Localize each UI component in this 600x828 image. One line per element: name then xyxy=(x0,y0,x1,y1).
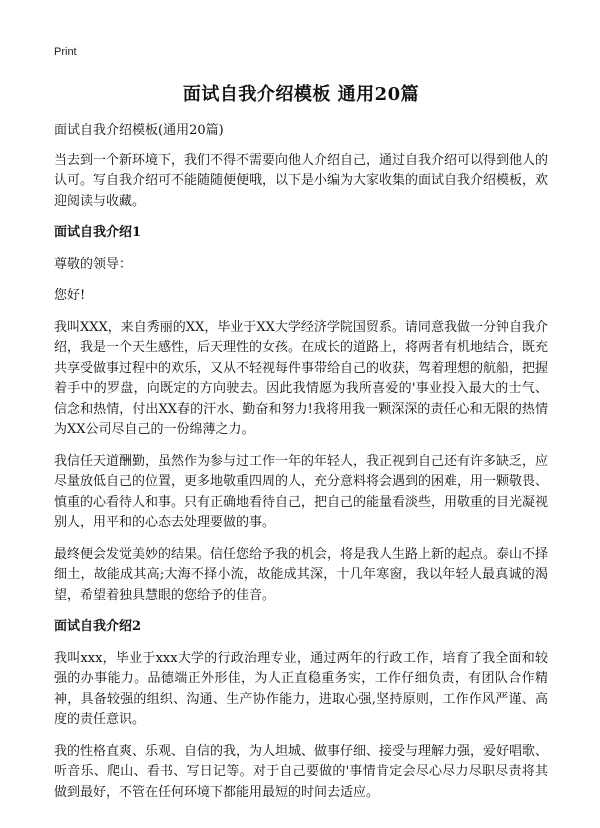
hello-line: 您好! xyxy=(54,288,86,303)
greeting-line: 尊敬的领导： xyxy=(54,256,133,272)
section1-paragraph-2: 我信任天道酬勤，虽然作为参与过工作一年的年轻人，我正视到自己还有许多缺乏，应尽量放低自己的位置，更多地敬重四周的人，充分意料将会遇到的困难，用一颗敬畏、慎重的心看待人和事。只有正确地看待自己，把自己的能量看淡些，用敬重的目光凝视别人，用平和的心态去处理要做的事。 xyxy=(54,453,549,530)
document-title: 面试自我介绍模板 通用20篇 xyxy=(182,84,420,105)
section-heading-2: 面试自我介绍2 xyxy=(54,619,142,634)
section2-paragraph-2: 我的性格直爽、乐观、自信的我，为人坦城、做事仔细、接受与理解力强，爱好唱歌、听音乐、爬山、看书、写日记等。对于自己要做的'事情肯定会尽心尽力尽职尽责将其做到最好，不管在任何环境下都能用最短的时间去适应。 xyxy=(54,743,549,800)
section-heading-1: 面试自我介绍1 xyxy=(54,225,142,240)
section1-paragraph-1: 我叫XXX，来自秀丽的XX，毕业于XX大学经济学院国贸系。请同意我做一分钟自我介绍，我是一个天生感性，后天理性的女孩。在成长的道路上，将两者有机地结合，既充共享受做事过程中的欢乐，又从不轻视每件事带给自己的收获，驾着理想的航船，把握着手中的罗盘，向既定的方向驶去。因此我情愿为我所喜爱的'事业投入最大的士气、信念和热情，付出XX春的汗水、勤奋和努力!我将用我一颗深深的责任心和无限的热情为XX公司尽自己的一份绵薄之力。 xyxy=(54,319,549,437)
document-subtitle: 面试自我介绍模板(通用20篇) xyxy=(54,123,224,138)
intro-paragraph: 当去到一个新环境下，我们不得不需要向他人介绍自己，通过自我介绍可以得到他人的认可。写自我介绍可不能随随便便哦，以下是小编为大家收集的面试自我介绍模板，欢迎阅读与收藏。 xyxy=(54,152,549,209)
print-link[interactable]: Print xyxy=(54,46,77,58)
section2-paragraph-1: 我叫xxx，毕业于xxx大学的行政治理专业，通过两年的行政工作，培育了我全面和较强的办事能力。品德端正外形佳，为人正直稳重务实，工作仔细负责，有团队合作精神，具备较强的组织、沟通、生产协作能力，进取心强,坚持原则，工作作风严谨、高度的责任意识。 xyxy=(54,650,548,727)
section1-paragraph-3: 最终便会发觉美妙的结果。信任您给予我的机会，将是我人生路上新的起点。泰山不择细土，故能成其高;大海不择小流，故能成其深，十几年寒窗，我以年轻人最真诚的渴望，希望着独具慧眼的您给予的佳音。 xyxy=(54,546,549,603)
document-body xyxy=(54,121,548,814)
